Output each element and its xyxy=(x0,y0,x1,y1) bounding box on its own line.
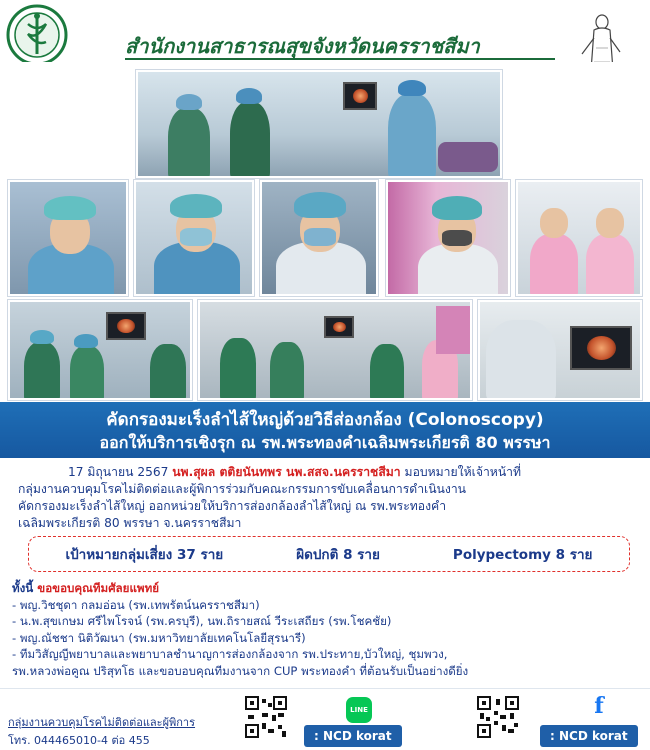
header xyxy=(0,0,650,62)
facebook-icon[interactable]: f xyxy=(594,693,604,719)
officer-name: นพ.สุผล ตติยนันทพร นพ.สสจ.นครราชสีมา xyxy=(172,465,401,479)
thanks-item: - พญ.ณัชชา นิติวัฒนา (รพ.มหาวิทยาลัยเทคโนโลยีสุรนารี) xyxy=(12,630,306,645)
body-line-3: คัดกรองมะเร็งลำไส้ใหญ่ ออกหน่วยให้บริการส่องกล้องลำไส้ใหญ่ ณ รพ.พระทองคำ xyxy=(18,499,447,513)
target-polypectomy: Polypectomy 8 ราย xyxy=(452,547,593,563)
footer xyxy=(0,688,650,750)
line-app-icon[interactable]: LINE xyxy=(346,697,372,723)
title-line-2: ออกให้บริการเชิงรุก ณ รพ.พระทองคำเฉลิมพระเกียรติ 80 พรรษา xyxy=(99,433,551,452)
photo-doctor-2 xyxy=(134,180,254,296)
target-risk-group: เป้าหมายกลุ่มเสี่ยง 37 ราย xyxy=(65,547,224,563)
photo-team-2 xyxy=(198,300,472,400)
header-divider xyxy=(125,58,555,60)
body-line-1 xyxy=(18,464,638,481)
ministry-logo-icon xyxy=(6,4,68,66)
photo-doctor-4 xyxy=(386,180,510,296)
photo-monitor-1 xyxy=(478,300,642,400)
line-ncd-korat-label[interactable]: : NCD korat xyxy=(304,725,402,747)
facebook-ncd-korat-label[interactable]: : NCD korat xyxy=(540,725,638,747)
thanks-item: - พญ.วิชชุดา กลมอ่อน (รพ.เทพรัตน์นครราชสีมา) xyxy=(12,597,260,612)
thanks-item: - น.พ.สุขเกษม ศรีไพโรจน์ (รพ.ครบุรี), นพ.ถิรายสณ์ วีระเสถียร (รพ.โชคชัย) xyxy=(12,614,392,628)
footer-department: กลุ่มงานควบคุมโรคไม่ติดต่อและผู้พิการ xyxy=(8,716,196,729)
qr-code-icon[interactable] xyxy=(476,695,520,739)
thanks-heading: ทั้งนี้ ขอขอบคุณทีมศัลยแพทย์ xyxy=(12,581,160,595)
photo-doctors-pink xyxy=(516,180,642,296)
thanks-item: รพ.หลวงพ่อคูณ ปริสุทโธ และขอบอบคุณทีมงานจาก CUP พระทองคำ ที่ต้อนรับเป็นอย่างดียิ่ง xyxy=(12,663,469,678)
title-line-1: คัดกรองมะเร็งลำไส้ใหญ่ด้วยวิธีส่องกล้อง (Colonoscopy) xyxy=(106,410,544,430)
event-date: 17 มิถุนายน 2567 xyxy=(68,465,169,479)
org-title: สำนักงานสาธารณสุขจังหวัดนครราชสีมา xyxy=(125,34,480,58)
photo-collage xyxy=(0,62,650,402)
photo-team-1 xyxy=(8,300,192,400)
photo-doctor-1 xyxy=(8,180,128,296)
thanks-item: - ทีมวิสัญญีพยาบาลและพยาบาลชำนาญการส่องกล้องจาก รพ.ประทาย,บัวใหญ่, ชุมพวง, xyxy=(12,647,448,661)
qr-code-icon[interactable] xyxy=(244,695,288,739)
targets-box xyxy=(28,536,630,572)
news-body xyxy=(18,464,638,532)
photo-doctor-3 xyxy=(260,180,378,296)
title-banner xyxy=(0,402,650,458)
photo-endoscopy-room xyxy=(136,70,502,178)
target-abnormal: ผิดปกติ 8 ราย xyxy=(296,547,380,563)
body-text-1: มอบหมายให้เจ้าหน้าที่ xyxy=(400,465,522,479)
footer-phone: โทร. 044465010-4 ต่อ 455 xyxy=(8,734,150,747)
body-line-2: กลุ่มงานควบคุมโรคไม่ติดต่อและผู้พิการร่วมกับคณะกรรมการขับเคลื่อนการดำเนินงาน xyxy=(18,482,467,496)
body-line-4: เฉลิมพระเกียรติ 80 พรรษา จ.นครราชสีมา xyxy=(18,516,242,530)
thanks-section xyxy=(12,580,642,679)
